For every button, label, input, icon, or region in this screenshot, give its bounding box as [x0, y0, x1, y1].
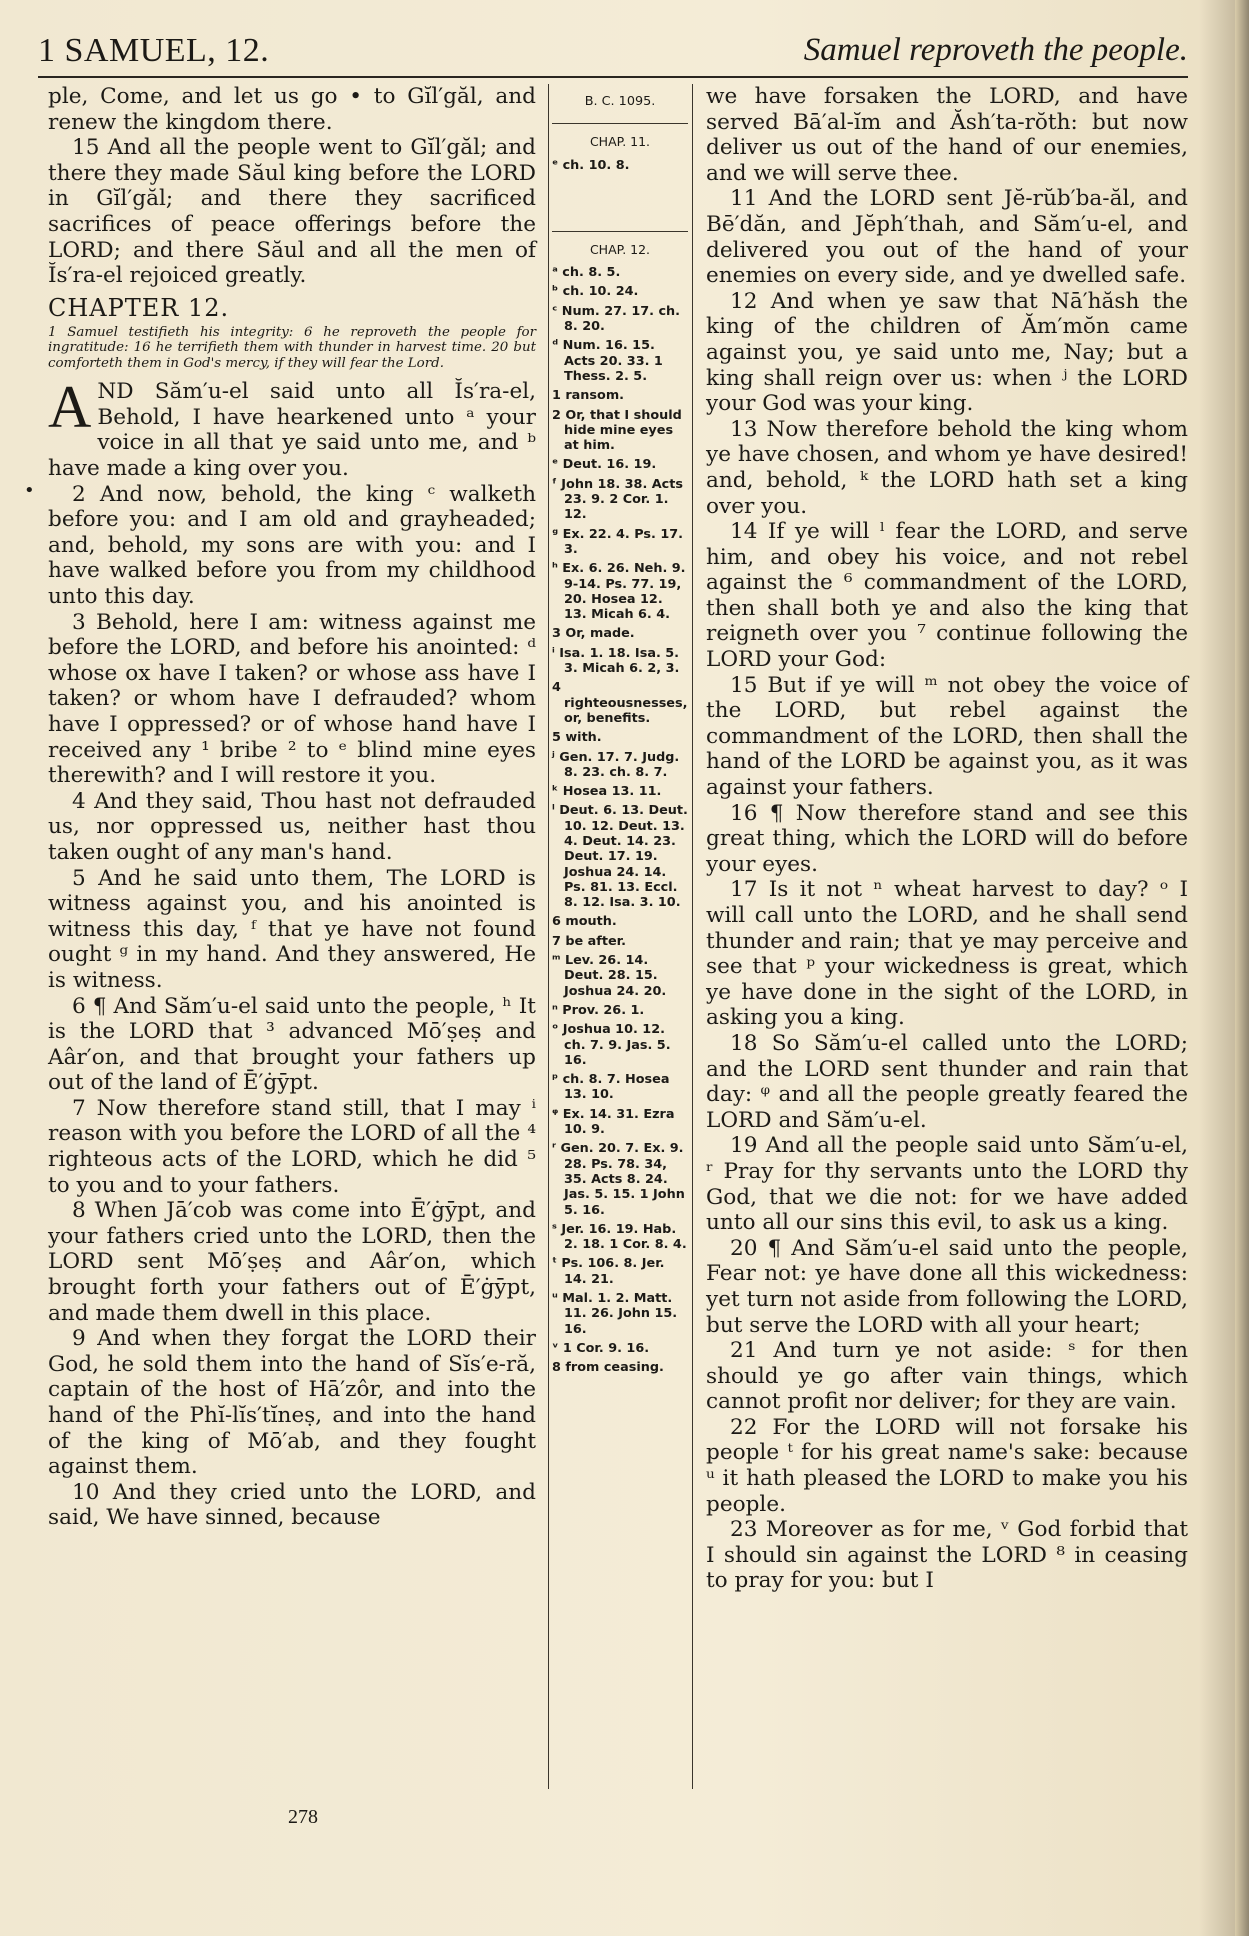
- verse-13: 13 Now therefore behold the king whom ye have chosen, and whom ye have desired! and, behold, ᵏ the LORD hath set a king over you.: [706, 416, 1188, 519]
- verse-continuation: ple, Come, and let us go • to Gĭl′găl, and renew the kingdom there.: [48, 84, 536, 135]
- cross-reference: ᵠ Ex. 14. 31. Ezra 10. 9.: [552, 1106, 675, 1138]
- cross-reference: ᵐ Lev. 26. 14. Deut. 28. 15. Joshua 24. 20.: [552, 953, 667, 999]
- verse-8: 8 When Jā′cob was come into Ē′ġȳpt, and your fathers cried unto the LORD, then the LORD sent Mō′ṣeṣ and Aâr′on, which brought forth your fathers out of Ē′ġȳpt, and made them dwell in this place.: [48, 1198, 536, 1326]
- spacer: [552, 177, 688, 225]
- verse-9: 9 And when they forgat the LORD their God, he sold them into the hand of Sĭs′e-ră, captain of the host of Hā′zôr, and into the hand of the Phĭ-lĭs′tĭneṣ, and into the hand of the king of Mō′ab, and they fought against them.: [48, 1326, 536, 1480]
- cross-reference: 5 with.: [552, 730, 602, 746]
- verse-22: 22 For the LORD will not forsake his people ᵗ for his great name's sake: because ᵘ it hath pleased the LORD to make you his people.: [706, 1414, 1188, 1517]
- verse-15: 15 And all the people went to Gĭl′găl; and there they made Săul king before the LORD in Gĭl′găl; and there they sacrificed sacrifices of peace offerings before the LORD; and there Săul and all the men of Ĭs′ra-el rejoiced greatly.: [48, 135, 536, 289]
- verse-6: 6 ¶ And Săm′u-el said unto the people, ʰ It is the LORD that ³ advanced Mō′ṣeṣ and Aâr′on, and that brought your fathers up out of the land of Ē′ġȳpt.: [48, 993, 536, 1096]
- column-rule-right: [692, 84, 693, 1789]
- verse-14: 14 If ye will ˡ fear the LORD, and serve him, and obey his voice, and not rebel against the ⁶ commandment of the LORD, then shall both ye and also the king that reigneth over you ⁷ continue following the LORD your God:: [706, 519, 1188, 673]
- verse-16: 16 ¶ Now therefore stand and see this great thing, which the LORD will do before your eyes.: [706, 800, 1188, 877]
- cross-reference: ʲ Gen. 17. 7. Judg. 8. 23. ch. 8. 7.: [552, 749, 680, 780]
- cross-reference: ʳ Gen. 20. 7. Ex. 9. 28. Ps. 78. 34, 35. Acts 8. 24. Jas. 5. 15. 1 John 5. 16.: [552, 1141, 685, 1218]
- cross-reference: ᵗ Ps. 106. 8. Jer. 14. 21.: [552, 1256, 665, 1287]
- cross-reference: 1 ransom.: [552, 388, 625, 404]
- cross-reference: ᵘ Mal. 1. 2. Matt. 11. 26. John 15. 16.: [552, 1291, 678, 1337]
- left-text-column: [48, 84, 536, 1531]
- book-chapter-title: 1 SAMUEL, 12.: [38, 32, 270, 69]
- verse-23: 23 Moreover as for me, ᵛ God forbid that I should sin against the LORD ⁸ in ceasing to pray for you: but I: [706, 1517, 1188, 1594]
- cross-reference: 8 from ceasing.: [552, 1360, 664, 1376]
- verse-17: 17 Is it not ⁿ wheat harvest to day? ᵒ I will call unto the LORD, and he shall send thunder and rain; that ye may perceive and see that ᵖ your wickedness is great, which ye have done in the sight of the LORD, in asking you a king.: [706, 877, 1188, 1031]
- cross-reference: ˢ Jer. 16. 19. Hab. 2. 18. 1 Cor. 8. 4.: [552, 1221, 687, 1253]
- cross-reference: 6 mouth.: [552, 914, 617, 930]
- page-edge: [1235, 0, 1249, 1936]
- cross-reference: ᵃ ch. 8. 5.: [552, 265, 621, 281]
- cross-reference: ᵏ Hosea 13. 11.: [552, 784, 662, 800]
- verse-18: 18 So Săm′u-el called unto the LORD; and the LORD sent thunder and rain that day: ᵠ and all the people greatly feared the LORD and Săm′u-el.: [706, 1030, 1188, 1133]
- cross-reference: ʰ Ex. 6. 26. Neh. 9. 9-14. Ps. 77. 19, 20. Hosea 12. 13. Micah 6. 4.: [552, 561, 686, 623]
- chap-11-refs: [552, 158, 688, 173]
- page-topic-title: Samuel reproveth the people.: [803, 32, 1188, 68]
- cross-reference: ⁿ Prov. 26. 1.: [552, 1002, 645, 1018]
- margin-mark: •: [24, 480, 35, 501]
- running-header: [38, 28, 1188, 78]
- cross-reference: ˡ Deut. 6. 13. Deut. 10. 12. Deut. 13. 4. Deut. 14. 23. Deut. 17. 19. Joshua 24. 14. Ps. 81. 13. Eccl. 8. 12. Isa. 3. 10.: [552, 803, 688, 911]
- cross-reference: ᵇ ch. 10. 24.: [552, 284, 639, 300]
- page-number: 278: [288, 1806, 318, 1828]
- cross-reference: 4 righteousnesses, or, benefits.: [552, 680, 688, 726]
- cross-reference-column: [552, 84, 688, 1379]
- chapter-heading: CHAPTER 12.: [48, 293, 230, 322]
- cross-reference: ᵛ 1 Cor. 9. 16.: [552, 1340, 650, 1356]
- verse-21: 21 And turn ye not aside: ˢ for then should ye go after vain things, which cannot profit nor deliver; for they are vain.: [706, 1338, 1188, 1415]
- column-rule-left: [548, 84, 549, 1789]
- verse-7: 7 Now therefore stand still, that I may ⁱ reason with you before the LORD of all the ⁴ righteous acts of the LORD, which he did ⁵ to you and to your fathers.: [48, 1095, 536, 1198]
- verse-1-text: ND Săm′u-el said unto all Ĭs′ra-el, Behold, I have hearkened unto ᵃ your voice in all that ye said unto me, and ᵇ have made a king over you.: [48, 379, 536, 482]
- verse-19: 19 And all the people said unto Săm′u-el, ʳ Pray for thy servants unto the LORD thy God, that we die not: for we have added unto all our sins this evil, to ask us a king.: [706, 1133, 1188, 1236]
- verse-2: 2 And now, behold, the king ᶜ walketh before you: and I am old and grayheaded; and, behold, my sons are with you: and I have walked before you from my childhood unto this day.: [48, 481, 536, 609]
- verse-20: 20 ¶ And Săm′u-el said unto the people, Fear not: ye have done all this wickedness: yet turn not aside from following the LORD, but serve the LORD with all your heart;: [706, 1235, 1188, 1338]
- verse-5: 5 And he said unto them, The LORD is witness against you, and his anointed is witness this day, ᶠ that ye have not found ought ᵍ in my hand. And they answered, He is witness.: [48, 865, 536, 993]
- chap-12-label: CHAP. 12.: [589, 241, 651, 257]
- date-marker: B. C. 1095.: [584, 94, 656, 109]
- verse-1: [48, 374, 536, 482]
- right-text-column: [706, 84, 1188, 1594]
- verse-12: 12 And when ye saw that Nā′hăsh the king of the children of Ăm′mŏn came against you, ye said unto me, Nay; but a king shall reign over us: when ʲ the LORD your God was your king.: [706, 288, 1188, 417]
- cross-reference: ᵒ Joshua 10. 12. ch. 7. 9. Jas. 5. 16.: [552, 1022, 671, 1068]
- divider: [552, 123, 688, 124]
- verse-continuation: we have forsaken the LORD, and have served Bā′al-ĭm and Ăsh′ta-rŏth: but now deliver us out of the hand of our enemies, and we will serve thee.: [706, 84, 1188, 186]
- verse-11: 11 And the LORD sent Jĕ-rŭb′ba-ăl, and Bē′dăn, and Jĕph′thah, and Săm′u-el, and delivered you out of the hand of your enemies on every side, and ye dwelled safe.: [706, 186, 1188, 289]
- cross-reference: 7 be after.: [552, 933, 627, 949]
- cross-reference: ⁱ Isa. 1. 18. Isa. 5. 3. Micah 6. 2, 3.: [552, 645, 680, 677]
- cross-reference: 3 Or, made.: [552, 626, 635, 642]
- verse-4: 4 And they said, Thou hast not defrauded us, nor oppressed us, neither hast thou taken ought of any man's hand.: [48, 788, 536, 865]
- cross-reference: ᵈ Num. 16. 15. Acts 20. 33. 1 Thess. 2. 5.: [552, 338, 663, 384]
- verse-15: 15 But if ye will ᵐ not obey the voice of the LORD, but rebel against the commandment of the LORD, then shall the hand of the LORD be against you, as it was against your fathers.: [706, 672, 1188, 801]
- cross-reference: ᶜ Num. 27. 17. ch. 8. 20.: [552, 303, 681, 335]
- verse-10: 10 And they cried unto the LORD, and said, We have sinned, because: [48, 1479, 536, 1531]
- chap-11-label: CHAP. 11.: [589, 134, 651, 150]
- cross-reference: ᵖ ch. 8. 7. Hosea 13. 10.: [552, 1072, 670, 1103]
- cross-reference: ᵉ Deut. 16. 19.: [552, 457, 657, 473]
- cross-reference: ᶠ John 18. 38. Acts 23. 9. 2 Cor. 1. 12.: [552, 476, 683, 523]
- drop-cap: A: [48, 374, 92, 441]
- divider: [552, 231, 688, 232]
- cross-reference: ᵉ ch. 10. 8.: [552, 157, 630, 173]
- chapter-summary: 1 Samuel testifieth his integrity: 6 he reproveth the people for ingratitude: 16 he terrifieth them with thunder in harvest time. 20 but comforteth them in God's mercy, if they will fear the Lord.: [48, 324, 536, 371]
- chap-12-refs: [552, 265, 688, 1375]
- cross-reference: 2 Or, that I should hide mine eyes at him.: [552, 407, 682, 454]
- verse-3: 3 Behold, here I am: witness against me before the LORD, and before his anointed: ᵈ whose ox have I taken? or whose ass have I taken? or whom have I defrauded? whom have I oppressed? or of whose hand have I received any ¹ bribe ² to ᵉ blind mine eyes therewith? and I will restore it you.: [48, 609, 536, 789]
- cross-reference: ᵍ Ex. 22. 4. Ps. 17. 3.: [552, 526, 683, 557]
